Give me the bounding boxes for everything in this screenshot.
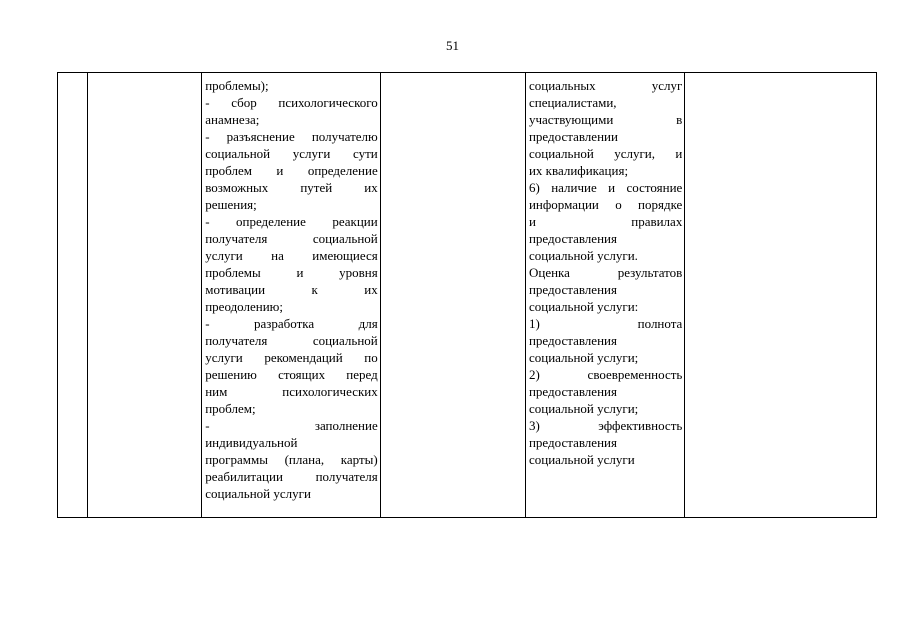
text-line: проблем и определение: [205, 163, 378, 178]
text-line: социальной услуги;: [528, 401, 639, 416]
text-line: возможных путей их: [205, 180, 378, 195]
page-number: 51: [446, 38, 459, 53]
table-cell-service-description: [202, 73, 381, 518]
text-line: получателя социальной: [205, 333, 378, 348]
text-line: социальной услуги: [528, 452, 635, 467]
text-line: решению стоящих перед: [205, 367, 378, 382]
text-line: 3) эффективность: [528, 418, 683, 433]
text-line: проблем;: [205, 401, 256, 416]
text-line: информации о порядке: [528, 197, 683, 212]
text-line: - определение реакции: [205, 214, 378, 229]
table-cell-timing: [380, 73, 525, 518]
text-line: социальных услуг: [528, 78, 683, 93]
text-line: 2) своевременность: [528, 367, 683, 382]
text-line: предоставлении: [528, 129, 618, 144]
text-line: предоставления: [528, 282, 617, 297]
text-line: решения;: [205, 197, 257, 212]
text-line: услуги рекомендаций по: [205, 350, 378, 365]
text-line: социальной услуги:: [528, 299, 639, 314]
quality-indicators-text: [526, 73, 684, 468]
text-line: - разъяснение получателю: [205, 129, 378, 144]
text-line: - сбор психологического: [205, 95, 378, 110]
services-table: [57, 72, 877, 518]
text-line: социальной услуги;: [528, 350, 639, 365]
text-line: 6) наличие и состояние: [528, 180, 683, 195]
text-line: индивидуальной: [205, 435, 298, 450]
text-line: преодолению;: [205, 299, 284, 314]
table-cell-conditions: [685, 73, 877, 518]
text-line: программы (плана, карты): [205, 452, 378, 467]
text-line: - заполнение: [205, 418, 378, 433]
table-cell-quality-indicators: [525, 73, 684, 518]
text-line: предоставления: [528, 231, 617, 246]
service-description-text: [202, 73, 380, 502]
text-line: анамнеза;: [205, 112, 260, 127]
text-line: получателя социальной: [205, 231, 378, 246]
text-line: социальной услуги.: [528, 248, 638, 263]
text-line: проблемы);: [205, 78, 269, 93]
text-line: 1) полнота: [528, 316, 683, 331]
text-line: проблемы и уровня: [205, 265, 378, 280]
text-line: услуги на имеющиеся: [205, 248, 378, 263]
text-line: социальной услуги: [205, 486, 311, 501]
text-line: Оценка результатов: [528, 265, 683, 280]
text-line: участвующими в: [528, 112, 683, 127]
text-line: их квалификация;: [528, 163, 629, 178]
text-line: социальной услуги, и: [528, 146, 683, 161]
text-line: социальной услуги сути: [205, 146, 378, 161]
text-line: реабилитации получателя: [205, 469, 378, 484]
text-line: специалистами,: [528, 95, 617, 110]
table-cell-number: [58, 73, 88, 518]
text-line: ним психологических: [205, 384, 378, 399]
text-line: мотивации к их: [205, 282, 378, 297]
table-row: [58, 73, 877, 518]
text-line: - разработка для: [205, 316, 378, 331]
text-line: и правилах: [528, 214, 683, 229]
text-line: предоставления: [528, 435, 617, 450]
text-line: предоставления: [528, 333, 617, 348]
text-line: предоставления: [528, 384, 617, 399]
table-cell-service-name: [88, 73, 202, 518]
